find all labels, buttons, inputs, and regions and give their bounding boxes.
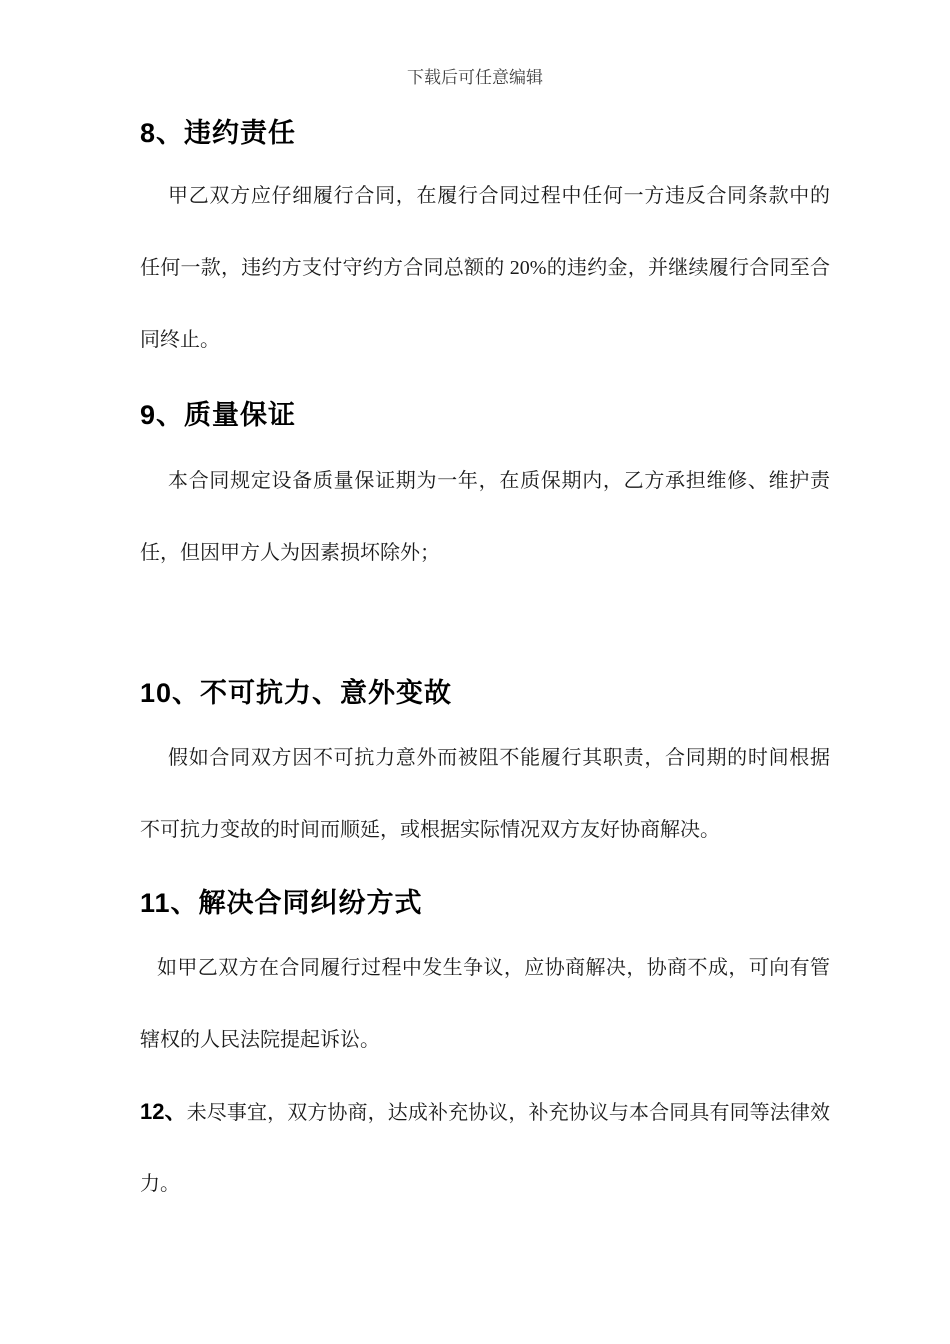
section-supplementary-agreement [140, 1076, 830, 1220]
text-line: 任，但因甲方人为因素损坏除外； [140, 542, 440, 564]
section-9-heading: 9、质量保证 [140, 400, 297, 430]
section-8-paragraph [140, 160, 830, 376]
section-11-heading: 11、解决合同纠纷方式 [140, 888, 423, 918]
section-9-paragraph [140, 445, 830, 589]
section-breach-liability [140, 116, 830, 376]
section-quality-guarantee [140, 398, 830, 589]
download-edit-note: 下载后可任意编辑 [407, 68, 543, 87]
section-10-paragraph [140, 722, 830, 866]
section-11-paragraph [140, 932, 830, 1076]
section-12-paragraph [140, 1076, 830, 1220]
section-10-heading: 10、不可抗力、意外变故 [140, 678, 453, 708]
section-dispute-resolution [140, 886, 830, 1076]
text-line: 不可抗力变故的时间而顺延，或根据实际情况双方友好协商解决。 [140, 819, 720, 841]
document-body [0, 116, 950, 1220]
text-line: 任何一款，违约方支付守约方合同总额的 20%的违约金，并继续履行合同至合 [140, 257, 830, 279]
clause-12-text: 未尽事宜，双方协商，达成补充协议，补充协议与本合同具有同等法律效 [186, 1102, 830, 1124]
text-line: 本合同规定设备质量保证期为一年，在质保期内，乙方承担维修、维护责 [168, 470, 830, 492]
clause-12-number: 12、 [140, 1099, 187, 1124]
text-line: 同终止。 [140, 329, 220, 351]
text-line: 力。 [140, 1173, 180, 1195]
text-line: 如甲乙双方在合同履行过程中发生争议，应协商解决，协商不成，可向有管 [157, 957, 830, 979]
text-line: 假如合同双方因不可抗力意外而被阻不能履行其职责，合同期的时间根据 [168, 747, 830, 769]
text-line: 辖权的人民法院提起诉讼。 [140, 1029, 380, 1051]
text-line [140, 1076, 830, 1148]
section-8-heading: 8、违约责任 [140, 118, 297, 148]
section-force-majeure [140, 676, 830, 866]
text-line: 甲乙双方应仔细履行合同，在履行合同过程中任何一方违反合同条款中的 [168, 185, 830, 207]
